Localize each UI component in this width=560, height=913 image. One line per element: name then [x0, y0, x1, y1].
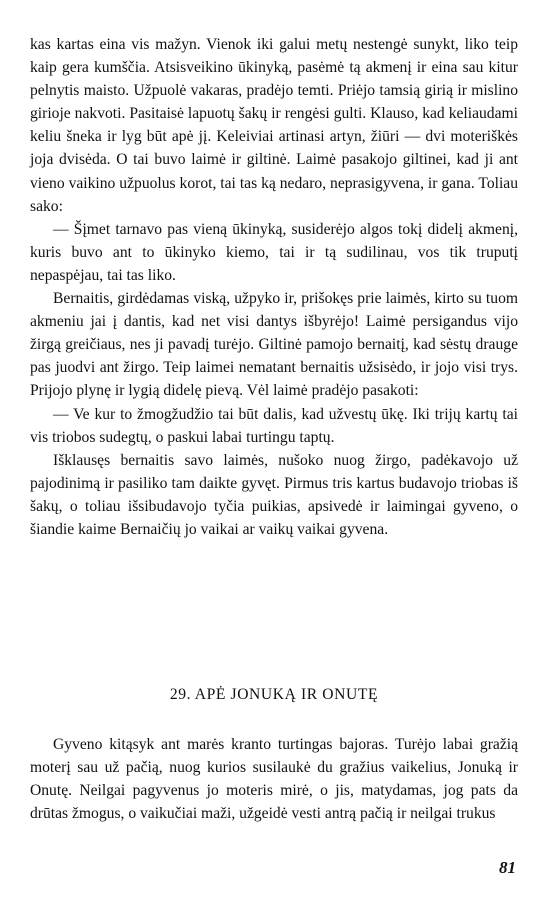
- paragraph-continuation: kas kartas eina vis mažyn. Vienok iki galui metų nestengė sunykt, liko teip kaip gera kumščia. Atsisveikino ūkinyką, pasėmė tą akmenį ir eina sau kitur pelnytis maisto. Užpuolė vakaras, pradėjo temti. Priėjo tamsią girią ir mislino girioje nakvoti. Pasitaisė lapuotų šakų ir rengėsi gulti. Klauso, kad keliaudami keliu šneka ir lyg būt apė jį. Keleiviai artinasi artyn, žiūri — dvi moteriškės joja dvisėda. O tai buvo laimė ir giltinė. Laimė pasakojo giltinei, kad ji ant vieno vaikino užpuolus korot, tai tas ką nedaro, neprasigyvena, ir gana. Toliau sako:: [30, 36, 518, 215]
- story-text-bottom: [30, 733, 518, 825]
- paragraph-story-start: Gyveno kitąsyk ant marės kranto turtingas bajoras. Turėjo labai gražią moterį sau už pačią, nuog kurios susilaukė du gražius vaikelius, Jonuką ir Onutę. Neilgai pagyvenus jo moteris mirė, o jis, matydamas, jog pats da drūtas žmogus, o vaikučiai maži, užgeidė vesti antrą pačią ir neilgai trukus: [30, 736, 518, 823]
- story-heading: 29. APĖ JONUKĄ IR ONUTĘ: [169, 686, 379, 703]
- paragraph-narration-1: Bernaitis, girdėdamas viską, užpyko ir, prišokęs prie laimės, kirto su tuom akmeniu jai į dantis, kad net visi dantys išbyrėjo! Laimė persigandus vijo žirgą greičiaus, nes ji pavadį turėjo. Giltinė pamojo bernaitį, kad sėstų drauge pas juodvi ant žirgo. Teip laimei nematant bernaitis užsisėdo, ir jojo visi trys. Prijojo plynę ir lygią didelę pievą. Vėl laimė pradėjo pasakoti:: [30, 290, 518, 400]
- paragraph-dialogue-1: — Šįmet tarnavo pas vieną ūkinyką, susiderėjo algos tokį didelį akmenį, kuris buvo ant to ūkinyko kiemo, tai ir tą sudilinau, vos tik truputį nepaspėjau, tai tas liko.: [30, 220, 518, 284]
- paragraph-narration-2: Išklausęs bernaitis savo laimės, nušoko nuog žirgo, padėkavojo už pajodinimą ir pasiliko tam daikte gyvęt. Pirmus tris kartus budavojo triobas iš šakų, o toliau išsibudavojo tyčia puikias, apsivedė ir laimingai gyveno, o šiandie kaime Bernaičių jo vaikai ar vaikų vaikai gyvena.: [30, 451, 518, 538]
- paragraph-dialogue-2: — Ve kur to žmogžudžio tai būt dalis, kad užvestų ūkę. Iki trijų kartų tai vis triobos sudegtų, o paskui labai turtingu taptų.: [30, 405, 518, 446]
- page-number: 81: [499, 858, 516, 877]
- story-text-top: [30, 33, 518, 541]
